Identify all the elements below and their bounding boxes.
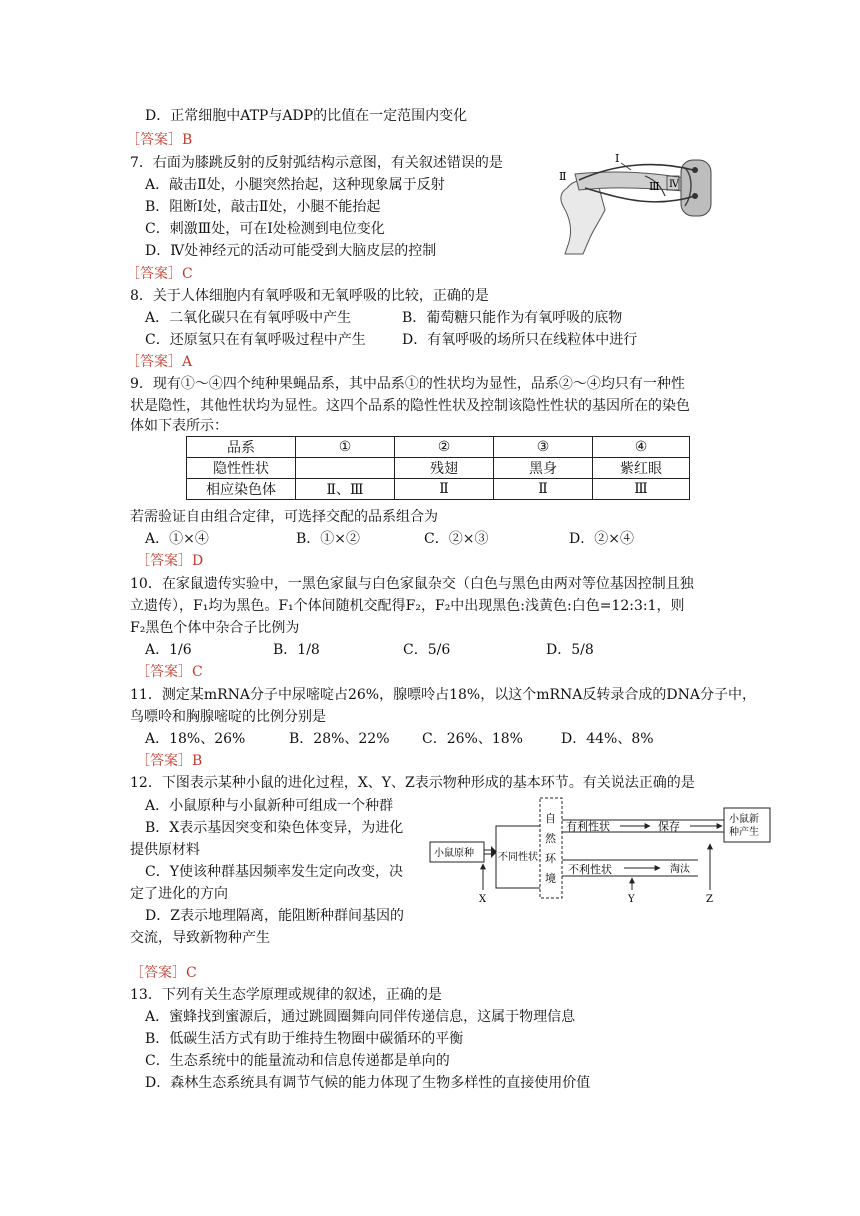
q9-option-d: D．②×④ <box>569 531 634 547</box>
q13-option-d: D．森林生态系统具有调节气候的能力体现了生物多样性的直接使用价值 <box>145 1075 591 1091</box>
q12-option-b-1: B．X表示基因突变和染色体变异，为进化 <box>145 820 404 836</box>
q7-answer: ［答案］C <box>126 266 193 282</box>
y-label: Y <box>628 894 635 905</box>
q13-option-b: B．低碳生活方式有助于维持生物圈中碳循环的平衡 <box>145 1031 464 1047</box>
table-row <box>187 458 690 479</box>
q7-option-a: A．敲击Ⅱ处，小腿突然抬起，这种现象属于反射 <box>145 177 445 193</box>
q9-stem-2: 状是隐性，其他性状均为显性。这四个品系的隐性性状及控制该隐性性状的基因所在的染色 <box>130 398 690 414</box>
preserve-label: 保存 <box>658 820 680 833</box>
q10-stem-3: F₂黑色个体中杂合子比例为 <box>130 620 300 636</box>
x-label: X <box>479 894 487 905</box>
strain-table <box>186 436 690 500</box>
q9-option-b: B．①×② <box>296 531 361 547</box>
table-row <box>187 479 690 500</box>
q13-stem: 13．下列有关生态学原理或规律的叙述，正确的是 <box>130 987 442 1003</box>
reflex-label-4: Ⅳ <box>669 179 679 190</box>
table-cell: 隐性性状 <box>187 458 296 479</box>
q11-answer: ［答案］B <box>136 753 203 769</box>
q11-stem-2: 鸟嘌呤和胸腺嘧啶的比例分别是 <box>130 709 326 725</box>
environment-char-1: 自 <box>545 812 556 825</box>
q12-option-a: A．小鼠原种与小鼠新种可组成一个种群 <box>145 798 394 814</box>
table-cell: Ⅱ <box>494 479 593 500</box>
q9-option-c: C．②×③ <box>424 531 489 547</box>
q12-option-b-2: 提供原材料 <box>130 842 200 858</box>
q13-option-c: C．生态系统中的能量流动和信息传递都是单向的 <box>145 1053 450 1069</box>
table-cell <box>296 458 395 479</box>
q11-stem-1: 11．测定某mRNA分子中尿嘧啶占26%，腺嘌呤占18%，以这个mRNA反转录合成的DNA分子中， <box>130 687 756 703</box>
q11-option-b: B．28%、22% <box>289 731 390 747</box>
leg-shape <box>561 179 605 254</box>
variation-label: 不同性状 <box>498 852 538 863</box>
q8-stem: 8．关于人体细胞内有氧呼吸和无氧呼吸的比较，正确的是 <box>130 288 489 304</box>
table-cell: ② <box>395 437 494 458</box>
table-cell: Ⅱ <box>395 479 494 500</box>
reflex-arc-figure <box>545 150 715 260</box>
q9-stem-3: 体如下表所示： <box>130 418 228 434</box>
q7-option-d: D．Ⅳ处神经元的活动可能受到大脑皮层的控制 <box>145 243 437 259</box>
q10-option-a: A．1/6 <box>145 642 192 658</box>
new-species-line-1: 小鼠新 <box>729 814 759 825</box>
q7-option-b: B．阻断Ⅰ处，敲击Ⅱ处，小腿不能抬起 <box>145 199 381 215</box>
q11-option-c: C．26%、18% <box>422 731 523 747</box>
table-cell: ① <box>296 437 395 458</box>
q12-option-d-1: D．Z表示地理隔离，能阻断种群间基因的 <box>145 908 404 924</box>
q10-stem-1: 10．在家鼠遗传实验中，一黑色家鼠与白色家鼠杂交（白色与黑色由两对等位基因控制且独 <box>130 576 694 592</box>
q12-stem: 12．下图表示某种小鼠的进化过程，X、Y、Z表示物种形成的基本环节。有关说法正确的是 <box>130 775 695 791</box>
q12-answer: ［答案］C <box>130 965 197 981</box>
table-cell: ④ <box>593 437 690 458</box>
environment-char-3: 环 <box>545 852 556 865</box>
q8-option-d: D．有氧呼吸的场所只在线粒体中进行 <box>402 332 638 348</box>
q10-answer: ［答案］C <box>136 664 203 680</box>
origin-label: 小鼠原种 <box>434 848 474 859</box>
q6-option-d: D．正常细胞中ATP与ADP的比值在一定范围内变化 <box>145 108 468 124</box>
q10-option-c: C．5/6 <box>403 642 451 658</box>
z-label: Z <box>706 894 713 905</box>
q11-option-a: A．18%、26% <box>145 731 246 747</box>
q10-option-b: B．1/8 <box>273 642 320 658</box>
q10-stem-2: 立遗传），F₁均为黑色。F₁个体间随机交配得F₂，F₂中出现黑色:浅黄色:白色=12:3:1，则 <box>130 598 685 614</box>
environment-char-4: 境 <box>545 872 556 885</box>
q12-option-c-1: C．Y使该种群基因频率发生定向改变，决 <box>145 864 403 880</box>
q8-answer: ［答案］A <box>126 354 193 370</box>
reflex-label-1: Ⅰ <box>615 152 620 165</box>
q9-answer: ［答案］D <box>136 553 204 569</box>
table-cell: 相应染色体 <box>187 479 296 500</box>
table-row <box>187 437 690 458</box>
q12-option-d-2: 交流，导致新物种产生 <box>130 930 270 946</box>
table-cell: 黑身 <box>494 458 593 479</box>
table-cell: 紫红眼 <box>593 458 690 479</box>
q8-option-b: B．葡萄糖只能作为有氧呼吸的底物 <box>402 310 623 326</box>
environment-char-2: 然 <box>545 832 556 845</box>
table-cell: 品系 <box>187 437 296 458</box>
q7-stem: 7．右面为膝跳反射的反射弧结构示意图，有关叙述错误的是 <box>130 155 503 171</box>
q9-option-a: A．①×④ <box>145 531 209 547</box>
q13-option-a: A．蜜蜂找到蜜源后，通过跳圆圈舞向同伴传递信息，这属于物理信息 <box>145 1009 576 1025</box>
q10-option-d: D．5/8 <box>546 642 594 658</box>
reflex-label-3: Ⅲ <box>649 180 660 193</box>
unfavorable-label: 不利性状 <box>568 863 612 876</box>
table-cell: Ⅲ <box>593 479 690 500</box>
q7-option-c: C．刺激Ⅲ处，可在Ⅰ处检测到电位变化 <box>145 221 385 237</box>
q8-option-a: A．二氧化碳只在有氧呼吸中产生 <box>145 310 352 326</box>
table-cell: Ⅱ、Ⅲ <box>296 479 395 500</box>
q12-option-c-2: 定了进化的方向 <box>130 886 228 902</box>
evolution-flow-figure <box>428 794 774 906</box>
table-cell: ③ <box>494 437 593 458</box>
q6-answer: ［答案］B <box>126 132 193 148</box>
new-species-line-2: 种产生 <box>729 827 759 838</box>
q8-option-c: C．还原氢只在有氧呼吸过程中产生 <box>145 332 366 348</box>
q11-option-d: D．44%、8% <box>561 731 654 747</box>
favorable-label: 有利性状 <box>566 820 610 833</box>
eliminate-label: 淘汰 <box>670 864 690 875</box>
q9-question: 若需验证自由组合定律，可选择交配的品系组合为 <box>130 509 438 525</box>
reflex-label-2: Ⅱ <box>559 170 567 183</box>
q9-stem-1: 9．现有①～④四个纯种果蝇品系，其中品系①的性状均为显性，品系②～④均只有一种性 <box>130 376 685 392</box>
table-cell: 残翅 <box>395 458 494 479</box>
